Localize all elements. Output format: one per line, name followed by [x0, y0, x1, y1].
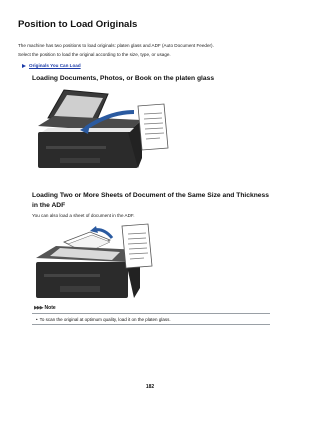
page-title: Position to Load Originals — [18, 19, 138, 30]
note-box — [32, 313, 270, 325]
section-heading-platen: Loading Documents, Photos, or Book on the platen glass — [32, 75, 215, 82]
adf-description: You can also load a sheet of document in the ADF. — [32, 213, 135, 218]
originals-link-row[interactable] — [22, 63, 81, 68]
adf-illustration — [30, 222, 180, 304]
section-heading-adf — [32, 191, 269, 211]
intro-line-2: Select the position to load the original according to the size, type, or usage. — [18, 52, 171, 57]
section-heading-adf-line1: Loading Two or More Sheets of Document of the Same Size and Thickness — [32, 192, 269, 199]
section-heading-adf-line2: in the ADF — [32, 202, 66, 209]
intro-line-1: The machine has two positions to load originals: platen glass and ADF (Auto Document Feeder). — [18, 43, 214, 48]
note-item: To scan the original at optimum quality, load it on the platen glass. — [39, 316, 171, 322]
arrow-right-icon — [22, 64, 26, 68]
page-number: 182 — [145, 384, 155, 390]
note-icon: ▶▶▶ — [34, 305, 43, 311]
bullet-icon: • — [36, 316, 38, 322]
note-heading — [34, 305, 56, 311]
platen-glass-illustration — [30, 88, 180, 176]
note-label: Note — [44, 305, 56, 311]
originals-you-can-load-link[interactable]: Originals You Can Load — [29, 63, 81, 68]
